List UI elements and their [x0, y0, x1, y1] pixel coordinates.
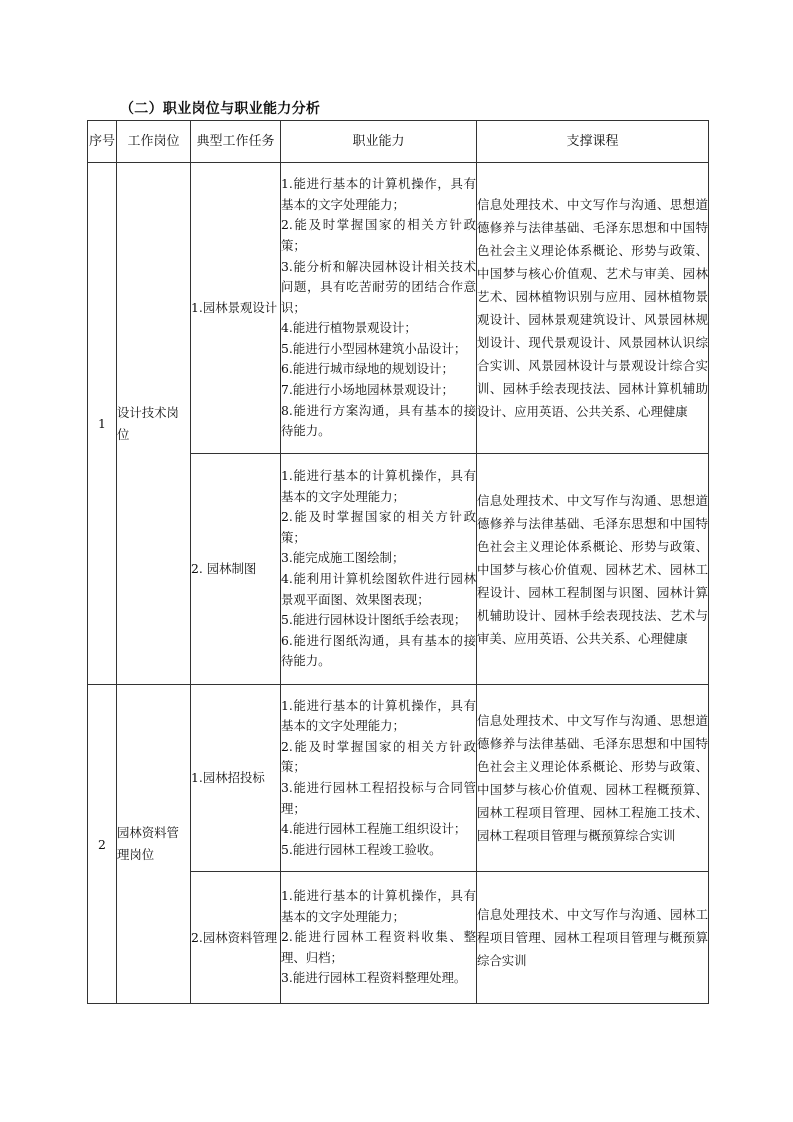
ability-item: 2.能及时掌握国家的相关方针政策；	[281, 509, 476, 545]
section-heading: （二）职业岗位与职业能力分析	[120, 101, 321, 117]
post-cell: 园林资料管理岗位	[117, 685, 191, 1004]
course-cell: 信息处理技术、中文写作与沟通、思想道德修养与法律基础、毛泽东思想和中国特色社会主义理论体系概论、形势与政策、中国梦与核心价值观、园林工程概预算、园林工程项目管理、园林工程施工技术、园林工程项目管理与概预算综合实训	[477, 685, 709, 872]
header-task: 典型工作任务	[191, 121, 281, 163]
ability-item: 5.能进行园林工程竣工验收。	[281, 841, 442, 857]
ability-item: 7.能进行小场地园林景观设计；	[281, 382, 454, 398]
ability-item: 8.能进行方案沟通，具有基本的接待能力。	[281, 402, 476, 439]
table-header-row	[88, 121, 709, 163]
ability-item: 2.能进行园林工程资料收集、整理、归档；	[281, 929, 476, 965]
course-cell: 信息处理技术、中文写作与沟通、园林工程项目管理、园林工程项目管理与概预算综合实训	[477, 872, 709, 1004]
ability-item: 4.能利用计算机绘图软件进行园林景观平面图、效果图表现；	[281, 571, 476, 607]
task-cell: 1.园林招投标	[191, 685, 281, 872]
career-ability-table	[87, 120, 709, 1004]
header-post: 工作岗位	[117, 121, 191, 163]
ability-cell	[281, 163, 477, 454]
task-cell: 2. 园林制图	[191, 454, 281, 685]
ability-item: 4.能进行植物景观设计；	[281, 320, 417, 336]
seq-cell: 1	[88, 163, 117, 685]
post-cell: 设计技术岗位	[117, 163, 191, 685]
table-row	[88, 685, 709, 872]
ability-item: 1.能进行基本的计算机操作，具有基本的文字处理能力；	[281, 697, 476, 734]
ability-item: 5.能进行园林设计图纸手绘表现；	[281, 612, 467, 628]
course-cell: 信息处理技术、中文写作与沟通、思想道德修养与法律基础、毛泽东思想和中国特色社会主义理论体系概论、形势与政策、中国梦与核心价值观、艺术与审美、园林艺术、园林植物识别与应用、园林植物景观设计、园林景观建筑设计、风景园林规划设计、现代景观设计、风景园林认识综合实训、风景园林设计与景观设计综合实训、园林手绘表现技法、园林计算机辅助设计、应用英语、公共关系、心理健康	[477, 163, 709, 454]
ability-item: 3.能完成施工图绘制；	[281, 550, 405, 566]
ability-item: 6.能进行图纸沟通，具有基本的接待能力。	[281, 632, 476, 669]
table-row	[88, 163, 709, 454]
course-cell: 信息处理技术、中文写作与沟通、思想道德修养与法律基础、毛泽东思想和中国特色社会主义理论体系概论、形势与政策、中国梦与核心价值观、园林艺术、园林工程设计、园林工程制图与识图、园林计算机辅助设计、园林手绘表现技法、艺术与审美、应用英语、公共关系、心理健康	[477, 454, 709, 685]
task-cell: 1.园林景观设计	[191, 163, 281, 454]
header-seq: 序号	[88, 121, 117, 163]
ability-item: 3.能分析和解决园林设计相关技术问题，具有吃苦耐劳的团结合作意识；	[281, 258, 476, 315]
ability-cell	[281, 685, 477, 872]
ability-item: 5.能进行小型园林建筑小品设计；	[281, 340, 467, 356]
ability-item: 1.能进行基本的计算机操作，具有基本的文字处理能力；	[281, 888, 476, 924]
ability-item: 3.能进行园林工程资料整理处理。	[281, 970, 467, 986]
ability-item: 1.能进行基本的计算机操作，具有基本的文字处理能力；	[281, 176, 476, 212]
ability-item: 4.能进行园林工程施工组织设计；	[281, 821, 467, 837]
ability-item: 6.能进行城市绿地的规划设计；	[281, 361, 454, 377]
ability-item: 1.能进行基本的计算机操作，具有基本的文字处理能力；	[281, 468, 476, 504]
ability-item: 3.能进行园林工程招投标与合同管理；	[281, 780, 476, 816]
header-course: 支撑课程	[477, 121, 709, 163]
ability-cell	[281, 872, 477, 1004]
header-ability: 职业能力	[281, 121, 477, 163]
ability-cell	[281, 454, 477, 685]
seq-cell: 2	[88, 685, 117, 1004]
ability-item: 2.能及时掌握国家的相关方针政策；	[281, 217, 476, 253]
task-cell: 2.园林资料管理	[191, 872, 281, 1004]
ability-item: 2.能及时掌握国家的相关方针政策；	[281, 738, 476, 775]
